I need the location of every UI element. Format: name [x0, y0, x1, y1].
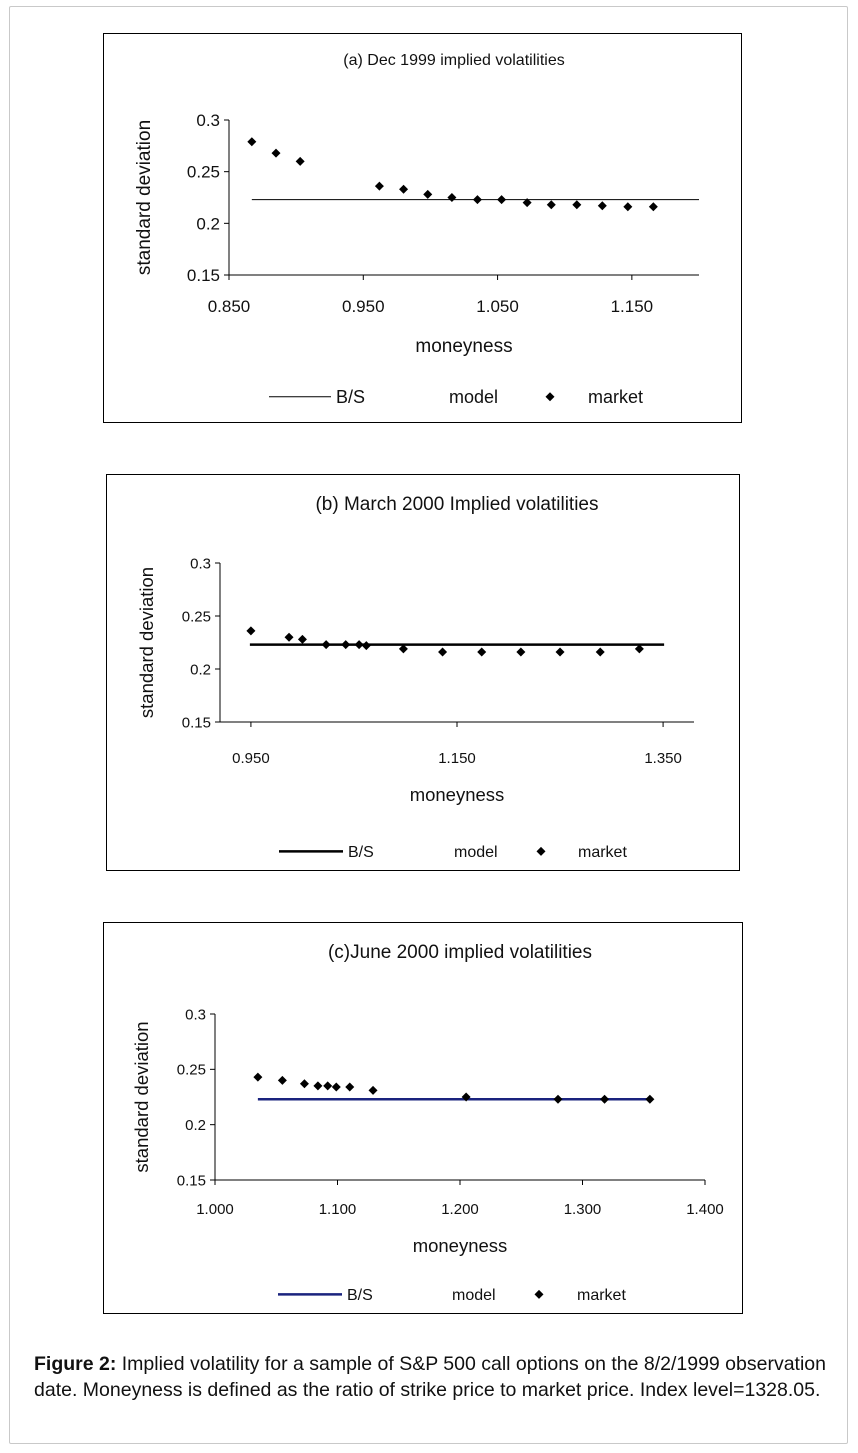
market-point [598, 201, 607, 210]
market-point [272, 149, 281, 158]
x-tick-label: 1.050 [476, 297, 519, 316]
chart-c-svg [104, 923, 744, 1315]
market-point [296, 157, 305, 166]
figure-caption [34, 1351, 826, 1403]
market-point [547, 200, 556, 209]
market-point [345, 1083, 354, 1092]
y-tick-label: 0.2 [185, 1116, 206, 1134]
legend-label-bs: B/S [347, 1287, 373, 1304]
x-tick-label: 0.850 [207, 297, 251, 316]
market-point [369, 1086, 378, 1095]
market-point [600, 1095, 609, 1104]
chart-panel-b [106, 474, 740, 871]
x-tick-label: 1.400 [686, 1201, 724, 1218]
y-tick-label: 0.15 [176, 1172, 206, 1190]
market-point [596, 648, 605, 657]
y-tick-label: 0.3 [196, 110, 220, 130]
legend-label-market: market [578, 844, 627, 861]
market-point [477, 648, 486, 657]
legend-swatch-market [535, 1290, 544, 1299]
x-tick-label: 1.000 [196, 1201, 234, 1218]
chart-panel-c [103, 922, 743, 1314]
market-point [554, 1095, 563, 1104]
x-tick-label: 1.100 [318, 1201, 357, 1218]
market-point [285, 633, 294, 642]
market-point [362, 641, 371, 650]
market-point [341, 640, 350, 649]
market-point [572, 200, 581, 209]
market-point [355, 640, 364, 649]
chart-b-svg [107, 475, 741, 872]
legend-label-model: model [452, 1287, 496, 1304]
market-point [247, 137, 256, 146]
market-point [313, 1081, 322, 1090]
market-point [623, 202, 632, 211]
legend-swatch-market [546, 392, 555, 401]
market-point [323, 1081, 332, 1090]
x-tick-label: 1.200 [441, 1201, 479, 1218]
legend-label-market: market [588, 387, 644, 407]
x-tick-label: 1.300 [563, 1201, 602, 1218]
legend-label-bs: B/S [336, 387, 366, 407]
y-tick-label: 0.25 [186, 162, 220, 182]
y-tick-label: 0.2 [196, 214, 220, 234]
y-tick-label: 0.25 [181, 608, 211, 626]
x-tick-label: 1.150 [610, 297, 654, 316]
market-point [423, 190, 432, 199]
y-axis-label: standard deviation [131, 1021, 152, 1173]
x-axis-label: moneyness [415, 336, 513, 357]
market-point [399, 185, 408, 194]
legend-swatch-market [537, 847, 546, 856]
y-tick-label: 0.25 [176, 1061, 206, 1079]
market-point [649, 202, 658, 211]
market-point [473, 195, 482, 204]
chart-title: (b) March 2000 Implied volatilities [315, 494, 599, 515]
chart-panel-a [103, 33, 742, 423]
y-axis-label: standard deviation [134, 119, 155, 276]
market-point [246, 626, 255, 635]
x-axis-label: moneyness [412, 1235, 508, 1256]
x-axis-label: moneyness [409, 784, 505, 805]
x-tick-label: 1.350 [644, 750, 682, 767]
chart-title: (c)June 2000 implied volatilities [327, 942, 593, 963]
caption-text: Implied volatility for a sample of S&P 500 call options on the 8/2/1999 observation date. Moneyness is defined as the ratio of strike price to market price. Index level=1328.05. [34, 1353, 826, 1401]
market-point [497, 195, 506, 204]
market-point [375, 182, 384, 191]
market-point [253, 1073, 262, 1082]
legend-label-model: model [454, 844, 498, 861]
legend-label-market: market [577, 1287, 626, 1304]
x-tick-label: 0.950 [232, 750, 270, 767]
y-tick-label: 0.15 [186, 265, 220, 285]
market-point [516, 648, 525, 657]
chart-a-svg [104, 34, 743, 424]
legend-label-bs: B/S [348, 844, 374, 861]
market-point [278, 1076, 287, 1085]
x-tick-label: 0.950 [342, 297, 385, 316]
market-point [447, 193, 456, 202]
market-point [332, 1083, 341, 1092]
caption-label: Figure 2: [34, 1353, 117, 1375]
y-axis-label: standard deviation [136, 566, 157, 719]
y-tick-label: 0.15 [181, 714, 211, 732]
y-tick-label: 0.2 [190, 661, 211, 679]
market-point [556, 648, 565, 657]
market-point [300, 1079, 309, 1088]
x-tick-label: 1.150 [438, 750, 476, 767]
market-point [645, 1095, 654, 1104]
market-point [298, 635, 307, 644]
legend-label-model: model [449, 387, 499, 407]
chart-title: (a) Dec 1999 implied volatilities [343, 52, 565, 69]
market-point [322, 640, 331, 649]
y-tick-label: 0.3 [190, 555, 211, 573]
market-point [438, 648, 447, 657]
y-tick-label: 0.3 [185, 1006, 206, 1024]
